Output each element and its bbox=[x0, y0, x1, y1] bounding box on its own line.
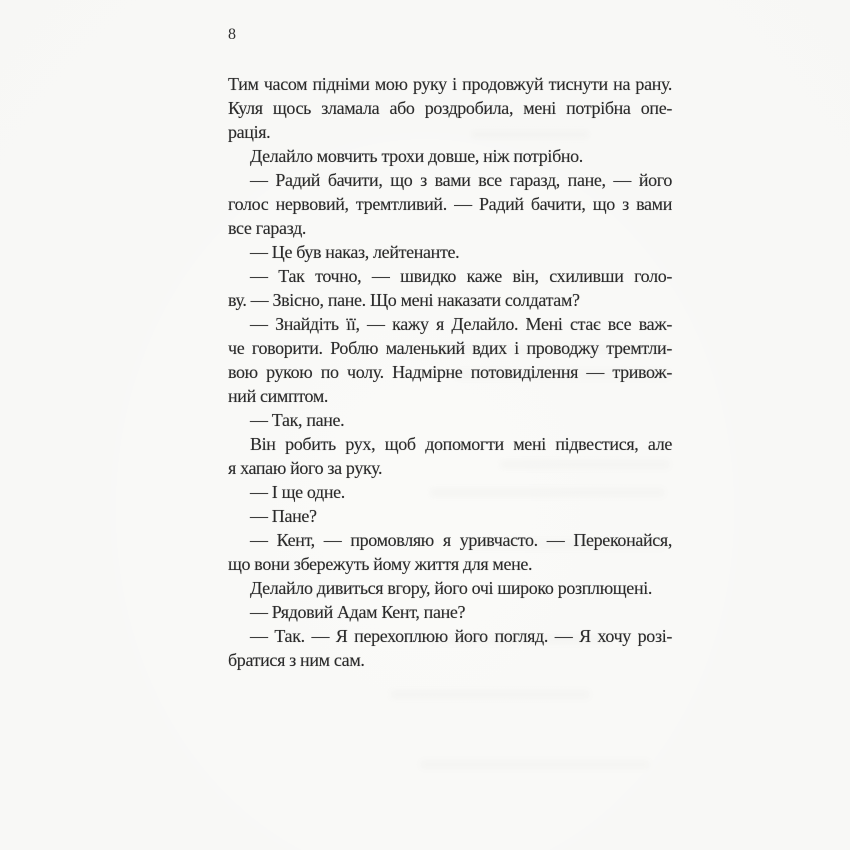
text-line: — Пане? bbox=[250, 506, 317, 526]
text-line: че говорити. Роблю маленький вдих і проводжу тремтли- bbox=[228, 338, 672, 358]
text-line: Делайло дивиться вгору, його очі широко розплющені. bbox=[250, 578, 653, 598]
text-line: — Так. — Я перехоплюю його погляд. — Я хочу розі- bbox=[250, 626, 672, 646]
text-line: що вони збережуть йому життя для мене. bbox=[228, 554, 533, 574]
text-line: Тим часом підніми мою руку і продовжуй тиснути на рану. bbox=[228, 74, 672, 94]
text-line: — Радий бачити, що з вами все гаразд, пане, — його bbox=[250, 170, 672, 190]
page-number: 8 bbox=[228, 26, 237, 43]
text-line: ний симптом. bbox=[228, 386, 329, 406]
text-line: вою рукою по чолу. Надмірне потовиділення — тривож- bbox=[228, 362, 672, 382]
text-line: — Знайдіть її, — кажу я Делайло. Мені стає все важ- bbox=[250, 314, 672, 334]
text-line: голос нервовий, тремтливий. — Радий бачити, що з вами bbox=[228, 194, 672, 214]
text-line: ву. — Звісно, пане. Що мені наказати солдатам? bbox=[228, 290, 580, 310]
text-line: — Це був наказ, лейтенанте. bbox=[250, 242, 460, 262]
body-text bbox=[228, 72, 672, 672]
text-line: рація. bbox=[228, 122, 271, 142]
text-line: — Так точно, — швидко каже він, схиливши голо- bbox=[250, 266, 672, 286]
bleed-through-mark bbox=[390, 690, 590, 699]
text-line: — І ще одне. bbox=[250, 482, 345, 502]
text-line: я хапаю його за руку. bbox=[228, 458, 383, 478]
text-line: все гаразд. bbox=[228, 218, 307, 238]
text-line: Куля щось зламала або роздробила, мені потрібна опе- bbox=[228, 98, 672, 118]
text-line: — Кент, — промовляю я уривчасто. — Переконайся, bbox=[250, 530, 672, 550]
text-line: Він робить рух, щоб допомогти мені підвестися, але bbox=[250, 434, 672, 454]
bleed-through-mark bbox=[420, 760, 650, 769]
text-line: Делайло мовчить трохи довше, ніж потрібно. bbox=[250, 146, 583, 166]
text-line: — Рядовий Адам Кент, пане? bbox=[250, 602, 466, 622]
text-line: братися з ним сам. bbox=[228, 650, 365, 670]
text-line: — Так, пане. bbox=[250, 410, 345, 430]
